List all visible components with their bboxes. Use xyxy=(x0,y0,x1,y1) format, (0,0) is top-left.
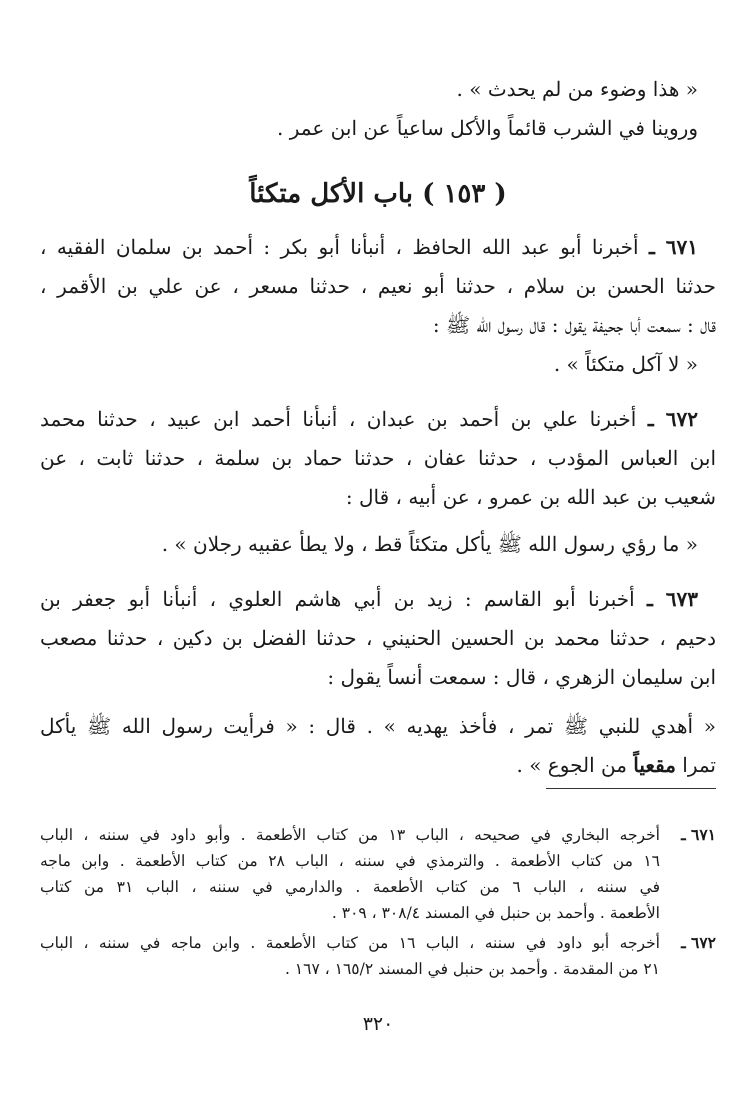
hadith-number: ٦٧١ ـ xyxy=(648,235,698,259)
hadith-line: ابن العباس المؤدب ، حدثنا عفان ، حدثنا حماد بن سلمة ، حدثنا ثابت ، عن xyxy=(40,446,716,470)
intro-text: وروينا في الشرب قائماً والأكل ساعياً عن ابن عمر . xyxy=(277,116,698,140)
footnotes xyxy=(40,822,716,986)
hadith-text: أخبرنا أبو عبد الله الحافظ ، أنبأنا أبو بكر : أحمد بن سلمان الفقيه ، xyxy=(40,235,639,259)
footnote-line: في سننه ، الباب ٦ من كتاب الأطعمة . والدارمي في سننه ، الباب ٣١ من كتاب xyxy=(40,878,660,896)
footnote-number: ٦٧٢ ـ xyxy=(681,933,716,952)
page-body xyxy=(40,70,716,785)
footnote-line: أخرجه أبو داود في سننه ، الباب ١٦ من كتاب الأطعمة . وابن ماجه في سننه ، الباب xyxy=(40,934,660,952)
hadith-line: ابن سليمان الزهري ، قال : سمعت أنساً يقول : xyxy=(327,665,716,689)
hadith-line: شعيب بن عبد الله بن عمرو ، عن أبيه ، قال : xyxy=(345,485,716,509)
quote-bold-word: مقعياً xyxy=(633,753,676,777)
hadith-line xyxy=(40,400,716,439)
hadith-671 xyxy=(40,228,716,384)
hadith-line: دحيم ، حدثنا محمد بن الحسين الحنيني ، حدثنا الفضل بن دكين ، حدثنا مصعب xyxy=(40,626,716,650)
hadith-672 xyxy=(40,400,716,564)
footnote-line: الأطعمة . وأحمد بن حنبل في المسند ٣٠٨/٤ ، ٣٠٩ . xyxy=(331,904,660,922)
footnote-number: ٦٧١ ـ xyxy=(681,825,716,844)
footnote-671 xyxy=(40,822,716,926)
chapter-heading: ( ١٥٣ ) باب الأكل متكئاً xyxy=(249,179,507,209)
intro-quote: « هذا وضوء من لم يحدث » . xyxy=(456,77,698,101)
hadith-line: حدثنا الحسن بن سلام ، حدثنا أبو نعيم ، حدثنا مسعر ، عن علي بن الأقمر ، xyxy=(40,274,716,298)
hadith-line: قال : سمعت أبا جحيفة يقول : قال رسول الله ﷺ : xyxy=(432,313,716,337)
footnote-divider xyxy=(546,788,716,789)
footnote-line: أخرجه البخاري في صحيحه ، الباب ١٣ من كتاب الأطعمة . وأبو داود في سننه ، الباب xyxy=(40,826,660,844)
page-number: ٣٢٠ xyxy=(362,1013,394,1035)
hadith-quote-continued xyxy=(40,746,716,785)
hadith-number: ٦٧٢ ـ xyxy=(647,407,698,431)
hadith-text: أخبرنا علي بن أحمد بن عبدان ، أنبأنا أحمد ابن عبيد ، حدثنا محمد xyxy=(40,407,637,431)
hadith-text: أخبرنا أبو القاسم : زيد بن أبي هاشم العلوي ، أنبأنا أبو جعفر بن xyxy=(40,587,635,611)
hadith-line xyxy=(40,228,716,267)
hadith-quote: « أهدي للنبي ﷺ تمر ، فأخذ يهديه » . قال : « فرأيت رسول الله ﷺ يأكل xyxy=(40,714,716,738)
hadith-673 xyxy=(40,580,716,785)
footnote-line: ٢١ من المقدمة . وأحمد بن حنبل في المسند ١٦٥/٢ ، ١٦٧ . xyxy=(284,960,660,978)
quote-text: من الجوع » . xyxy=(516,753,627,777)
quote-text: تمرا xyxy=(682,753,716,777)
footnote-line: ١٦ من كتاب الأطعمة . والترمذي في سننه ، الباب ٢٨ من كتاب الأطعمة . وابن ماجه xyxy=(40,852,661,870)
hadith-number: ٦٧٣ ـ xyxy=(646,587,699,611)
hadith-quote: « لا آكل متكئاً » . xyxy=(553,352,698,376)
hadith-quote: « ما رؤي رسول الله ﷺ يأكل متكئاً قط ، ولا يطأ عقبيه رجلان » . xyxy=(161,532,698,556)
hadith-line xyxy=(40,580,716,619)
footnote-672 xyxy=(40,930,716,982)
